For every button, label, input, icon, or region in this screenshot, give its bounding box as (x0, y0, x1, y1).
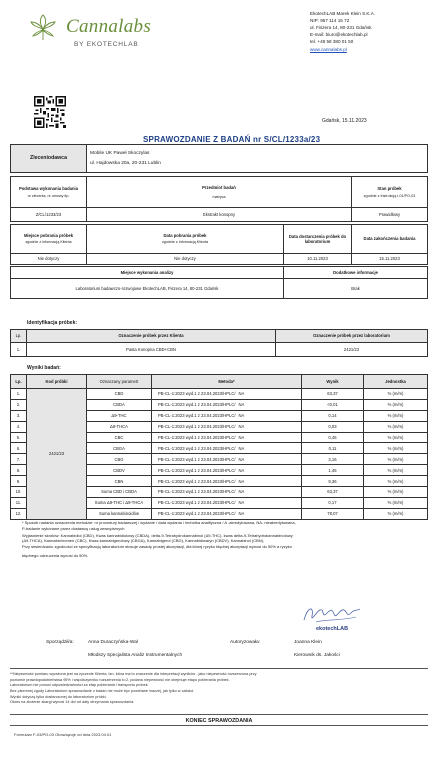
method-code: PB-CL-1:2023 wyd.1 z 23.04.2023/HPLC/ (158, 456, 236, 462)
sample-state-header: Stan próbek (377, 185, 402, 191)
result-unit: % (m/m) (364, 476, 428, 487)
result-sample-code: 2421/23 (27, 389, 87, 520)
method-code: PB-CL-1:2023 wyd.1 z 23.04.2023/HPLC/ (158, 391, 236, 397)
result-lp: 5. (11, 432, 27, 443)
result-parameter: CBDV (87, 465, 152, 476)
info-table (10, 176, 428, 222)
delivery-date-header: Data dostarczenia próbek do laboratorium (284, 225, 352, 254)
qr-code (34, 96, 66, 128)
result-method (152, 508, 302, 519)
result-unit: % (m/m) (364, 432, 428, 443)
result-method (152, 410, 302, 421)
footer-note-line: Wyniki dotyczą tylko dostarczonej do laboratorium próbki. (10, 694, 107, 699)
delivery-date-value: 10.11.2023 (284, 254, 352, 265)
method-code: PB-CL-1:2023 wyd.1 z 23.04.2023/HPLC/ (158, 434, 236, 440)
sampling-date-value: Nie dotyczy (87, 254, 284, 265)
sample-state-subheader: zgodnie z Instrukcją I-01/PO-03 (363, 193, 416, 198)
company-phone: tel. +48 58 380 01 50 (310, 39, 354, 45)
result-parameter: CBDA (87, 399, 152, 410)
dates-table (10, 224, 428, 265)
method-accreditation: NA (238, 413, 245, 419)
result-unit: % (m/m) (364, 454, 428, 465)
method-code: PB-CL-1:2023 wyd.1 z 23.04.2023/HPLC/ (158, 445, 236, 451)
prepared-label: Sporządził/a: (46, 640, 74, 645)
results-col-lp: Lp. (11, 375, 27, 389)
client-label: Zleceniodawca (11, 145, 87, 173)
id-row-lp: 1. (11, 343, 27, 357)
basis-value: Z/CL/1233/23 (11, 208, 87, 222)
place-date: Gdańsk, 15.11.2023 (322, 118, 367, 124)
sampling-place-value: Nie dotyczy (11, 254, 87, 265)
results-col-unit: Jednostka (364, 375, 428, 389)
logo-text: Cannalabs (66, 16, 152, 37)
result-parameter: CBN (87, 476, 152, 487)
method-code: PB-CL-1:2023 wyd.1 z 23.04.2023/HPLC/ (158, 424, 236, 430)
method-code: PB-CL-1:2023 wyd.1 z 23.04.2023/HPLC/ (158, 402, 236, 408)
method-code: PB-CL-1:2023 wyd.1 z 23.04.2023/HPLC/ (158, 413, 236, 419)
result-lp: 12. (11, 508, 27, 519)
note-line: * Sposób nadania oznaczenia metodzie: nr procedury badawczej / wydanie / data wydania / technika analityczna / A -akredytowana, NA- nieakredytowana, (22, 520, 296, 525)
table-row (11, 389, 428, 400)
result-parameter: CBC (87, 432, 152, 443)
results-col-method: Metoda* (152, 375, 302, 389)
method-accreditation: NA (238, 489, 245, 495)
id-col-lp: Lp. (11, 330, 27, 343)
method-accreditation: NA (238, 478, 245, 484)
result-lp: 8. (11, 465, 27, 476)
method-code: PB-CL-1:2023 wyd.1 z 23.04.2023/HPLC/ (158, 489, 236, 495)
result-lp: 7. (11, 454, 27, 465)
method-accreditation: NA (238, 402, 245, 408)
method-accreditation: NA (238, 467, 245, 473)
footer-note-line: Okres na złożenie skargi wynosi 14 dni od daty otrzymania sprawozdania. (10, 700, 135, 705)
note-line: (Δ9-THCA), Kannabichromen (CBC), Kwas kannabigerolowy (CBGA), Kannabigerol (CBG), Kannabidiwaryn (CBDV), Kannabinol (CBN), (22, 538, 265, 544)
result-parameter: CBG (87, 454, 152, 465)
method-accreditation: NA (238, 434, 245, 440)
result-parameter: Suma kannabinoidów (87, 508, 152, 519)
result-lp: 10. (11, 487, 27, 498)
id-row-client-mark: Pasta Konopna CBD+CBN (27, 343, 276, 357)
result-value: 0,11 (302, 443, 364, 454)
handwritten-signature (300, 602, 362, 626)
results-col-parameter: Oznaczany parametr (87, 375, 152, 389)
additional-info-header: Dodatkowe informacje (284, 267, 428, 279)
result-lp: 1. (11, 389, 27, 400)
result-unit: % (m/m) (364, 508, 428, 519)
result-value: 9,36 (302, 476, 364, 487)
subject-subheader: matryca (212, 194, 226, 199)
result-method (152, 454, 302, 465)
result-unit: % (m/m) (364, 465, 428, 476)
result-method (152, 465, 302, 476)
result-parameter: CBGA (87, 443, 152, 454)
note-line: Wyjaśnienie skrótów: Kannabidiol (CBD), Kwas kannabidiolowy (CBDA), delta-9-Tetrahydrokannabinol (Δ9-THC), kwas delta-9-Tetrahydrokannabinolowy (22, 532, 293, 538)
method-code: PB-CL-1:2023 wyd.1 z 23.04.2023/HPLC/ (158, 467, 236, 473)
subject-header: Przedmiot badań (202, 184, 236, 190)
prepared-role: Młodszy Specjalista Analiz Instrumentalnych (88, 653, 183, 658)
method-code: PB-CL-1:2023 wyd.1 z 23.04.2023/HPLC/ (158, 500, 236, 506)
method-accreditation: NA (238, 500, 245, 506)
client-name: Mobile UK Paweł Skoczylas (90, 150, 150, 156)
result-lp: 4. (11, 421, 27, 432)
place-table (10, 266, 428, 299)
authorized-name: Joanna Klein (294, 640, 322, 645)
end-date-value: 15.11.2023 (352, 254, 428, 265)
result-unit: % (m/m) (364, 421, 428, 432)
end-label: KONIEC SPRAWOZDANIA (185, 718, 253, 724)
method-accreditation: NA (238, 511, 245, 517)
result-parameter: Δ9-THC (87, 410, 152, 421)
client-table (10, 144, 428, 173)
basis-header: Podstawa wykonania badania (18, 185, 79, 191)
id-row-lab-mark: 2421/23 (276, 343, 428, 357)
note-line: Przy stwierdzaniu zgodności ze specyfikacją laboratorium stosuje zasadę prostej akceptacji, dla której ryzyko błędnej akceptacji wynosi do 50% a ryzyko (22, 544, 292, 550)
result-method (152, 389, 302, 400)
form-code: Formularz F-03/PO-03 Obowiązuje od dnia 2023.04.01 (14, 732, 112, 737)
id-col-client-mark: Oznaczenie próbek przez Klienta (27, 330, 276, 343)
notes-block (22, 520, 422, 559)
result-lp: 6. (11, 443, 27, 454)
footer-note-line: **Niepewność pomiaru wyrażona jest na życzenie Klienta, tzn. która ma to znaczenie dla interpretacji wyników - jako niepewność rozszerzona przy (10, 672, 257, 676)
id-col-lab-mark: Oznaczenie próbek przez laboratorium (276, 330, 428, 343)
method-accreditation: NA (238, 445, 245, 451)
sampling-date-header: Data pobrania próbek (163, 233, 207, 239)
method-accreditation: NA (238, 391, 245, 397)
result-value: 0,14 (302, 410, 364, 421)
identification-table (10, 329, 428, 357)
footer-divider (10, 668, 428, 669)
result-lp: 3. (11, 410, 27, 421)
prepared-name: Anna Duraczyńska-Wal (88, 640, 138, 645)
method-accreditation: NA (238, 456, 245, 462)
analysis-place-header: Miejsce wykonania analizy (11, 267, 284, 279)
sampling-place-header: Miejsce pobrania próbek (23, 233, 74, 239)
report-title: SPRAWOZDANIE Z BADAŃ nr S/CL/1233a/23 (143, 135, 321, 144)
identification-label: Identyfikacja próbek: (27, 320, 78, 326)
result-method (152, 497, 302, 508)
result-method (152, 399, 302, 410)
subject-value: Ekstrakt konopny (87, 208, 352, 222)
result-value: 0,17 (302, 497, 364, 508)
result-value: <0,01 (302, 399, 364, 410)
result-value: 78,07 (302, 508, 364, 519)
client-address: ul. Hajdowska 20a, 20-231 Lublin (90, 160, 161, 166)
result-value: 63,37 (302, 487, 364, 498)
result-unit: % (m/m) (364, 389, 428, 400)
result-value: 0,45 (302, 432, 364, 443)
sampling-place-subheader: zgodnie z informacją Klienta (25, 240, 72, 245)
footer-notes (10, 672, 428, 706)
company-email: E-mail: biuro@ekotechlab.pl (310, 32, 368, 38)
result-parameter: Suma Δ9-THC i Δ9-THCA (87, 497, 152, 508)
result-method (152, 443, 302, 454)
result-method (152, 476, 302, 487)
stamp-text: ekotechLAB (316, 626, 349, 632)
analysis-place-value: Laboratorium badawczo-rozwojowe EkotechLAB, Fiszera 14, 80-231 Gdańsk (11, 279, 284, 299)
result-value: 0,03 (302, 421, 364, 432)
footer-note-line: Bez pisemnej zgody Laboratorium sprawozdanie z badań nie może być powielane inaczej, jak tylko w całości. (10, 689, 195, 694)
result-value: 63,37 (302, 389, 364, 400)
cannabis-leaf-icon (30, 14, 56, 42)
authorized-role: Kierownik ds. Jakości (294, 653, 340, 658)
signature-stamp (300, 602, 362, 636)
result-unit: % (m/m) (364, 497, 428, 508)
end-bar (10, 714, 428, 726)
company-name: EkotechLAB Marek Klein S.K.A. (310, 11, 376, 16)
results-col-sample-code: Kod próbki (27, 375, 87, 389)
result-unit: % (m/m) (364, 443, 428, 454)
result-unit: % (m/m) (364, 487, 428, 498)
result-method (152, 432, 302, 443)
result-lp: 11. (11, 497, 27, 508)
result-lp: 2. (11, 399, 27, 410)
footer-note-line: poziomie prawdopodobieństwa 95% i współczynniku rozszerzenia k=2, podana niepewność nie obejmuje etapu pobierania próbek. (10, 677, 230, 682)
result-parameter: Δ9-THCA (87, 421, 152, 432)
sample-state-value: Prawidłowy (352, 208, 428, 222)
result-method (152, 421, 302, 432)
results-col-result: Wynik (302, 375, 364, 389)
result-method (152, 487, 302, 498)
basis-subheader: nr zlecenia, nr umowy itp. (27, 193, 70, 198)
additional-info-value: Brak (284, 279, 428, 299)
company-website-link[interactable]: www.cannalabs.pl (310, 46, 347, 52)
end-date-header: Data zakończenia badania (352, 225, 428, 254)
method-code: PB-CL-1:2023 wyd.1 z 23.04.2023/HPLC/ (158, 511, 236, 517)
results-table (10, 374, 428, 520)
footer-note-line: Laboratorium nie ponosi odpowiedzialności za etap pobierania i transportu próbek. (10, 683, 149, 688)
logo-subtitle: BY EKOTECHLAB (74, 41, 139, 48)
authorized-label: Autoryzowała: (230, 640, 261, 645)
company-address: ul. Fiszera 14, 80-231 Gdańsk (310, 25, 372, 31)
result-value: 1,45 (302, 465, 364, 476)
sampling-date-subheader: zgodnie z informacją Klienta (161, 240, 209, 245)
company-contact (310, 10, 430, 53)
method-accreditation: NA (238, 424, 245, 430)
results-label: Wyniki badań: (27, 365, 61, 371)
method-code: PB-CL-1:2023 wyd.1 z 23.04.2023/HPLC/ (158, 478, 236, 484)
company-nip: NIP: 957 114 15 72 (310, 18, 350, 24)
company-logo (30, 12, 180, 57)
result-value: 3,16 (302, 454, 364, 465)
result-parameter: CBD (87, 389, 152, 400)
note-line: błędnego odrzucenia wynosi do 50%. (22, 552, 89, 558)
result-unit: % (m/m) (364, 399, 428, 410)
result-parameter: Suma CBD i CBDA (87, 487, 152, 498)
result-lp: 9. (11, 476, 27, 487)
result-unit: % (m/m) (364, 410, 428, 421)
note-line: P-badanie wykonane przez dostawcę usług zewnętrznych (22, 525, 125, 531)
